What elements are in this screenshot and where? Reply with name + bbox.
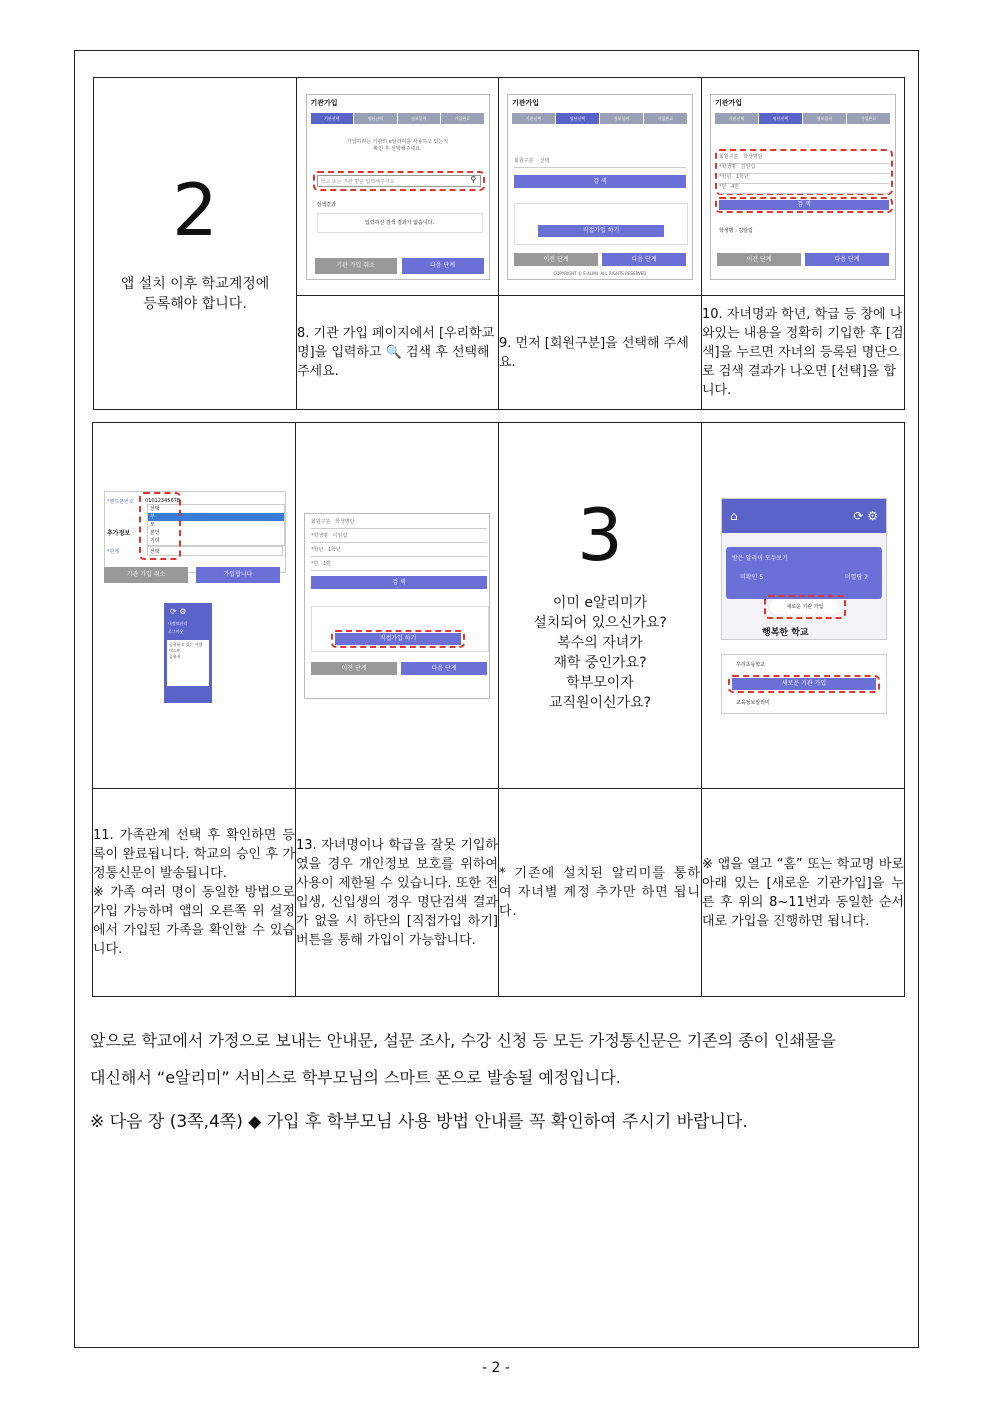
app-home (721, 498, 887, 640)
step-number-3: 3 (577, 492, 623, 577)
settings-icons[interactable]: ⟳ ⚙ (853, 508, 878, 523)
tab-select-list: 명단선택 (759, 113, 802, 124)
relation-label: *관계 (107, 548, 120, 555)
home-screen (721, 498, 885, 714)
footer-line1: 앞으로 학교에서 가정으로 보내는 안내문, 설문 조사, 수강 신청 등 모든 가정통신문은 기존의 종이 인쇄물을 (90, 1031, 836, 1050)
step-tabs (311, 113, 485, 124)
student-name-field[interactable]: *학생명 이알림 (311, 532, 487, 543)
family-list (167, 640, 209, 686)
member-type-field[interactable]: 회원구분 학생명단 (311, 518, 487, 529)
next-step-button[interactable]: 다음 단계 (401, 662, 487, 675)
prev-step-button[interactable]: 이전 단계 (514, 253, 598, 266)
screen-member-type (507, 94, 693, 280)
next-step-button[interactable]: 다음 단계 (602, 253, 686, 266)
relation-screen-cell (93, 423, 296, 789)
step-tabs (715, 113, 891, 124)
search-icon[interactable]: ⚲ (470, 174, 477, 184)
family-member-2: 공유자 (169, 653, 181, 659)
family-title: 공유하고 있는 사람 (169, 641, 203, 647)
step9-text: 9. 먼저 [회원구분]을 선택해 주세요. (499, 296, 702, 410)
copyright: COPYRIGHT © E-ALIMI. ALL RIGHTS RESERVED (553, 270, 647, 276)
option-other[interactable]: 기타 (150, 537, 160, 544)
unread-count: 5 (759, 573, 764, 581)
option-self[interactable]: 본인 (150, 529, 160, 536)
section1-table (93, 77, 905, 410)
screen1-cell (297, 78, 499, 296)
empty-result: 입력하신 검색 결과가 없습니다. (317, 213, 483, 233)
new-join-button[interactable]: 새로운 기관 가입 (770, 600, 840, 614)
tab-done: 가입완료 (644, 113, 687, 124)
my-info-label[interactable]: 내정보관리 (168, 620, 188, 626)
tab-select-institution: 기관선택 (311, 113, 354, 124)
screen2-cell (499, 78, 702, 296)
extra-info-label: 추가정보 (107, 529, 131, 537)
question-cell (499, 423, 702, 789)
screen-title: 기관가입 (310, 98, 338, 107)
result-box (514, 203, 688, 245)
logout-label[interactable]: 로그아웃 (168, 628, 184, 634)
cancel-join-button[interactable]: 기관 가입 취소 (315, 258, 397, 274)
tab-info: 정보입력 (803, 113, 846, 124)
search-button[interactable]: 검 색 (514, 175, 686, 188)
relation-select[interactable]: 선택 (147, 546, 283, 556)
read-count: 2 (864, 573, 868, 581)
edu-item[interactable]: 교육정보알리미 (736, 699, 770, 706)
school-list (721, 654, 887, 714)
school-item[interactable]: 우리초등학교 (736, 661, 765, 668)
page-number: - 2 - (482, 1360, 510, 1376)
screen-student-info (710, 94, 896, 280)
institution-search-input[interactable]: 학교 또는 기관 명을 입력해주세요 (317, 175, 481, 187)
home-screen-cell (702, 423, 905, 789)
notice-counts (726, 568, 882, 585)
step-tabs (512, 113, 688, 124)
read-label: 미열람 (844, 573, 863, 581)
phone-value: 01012345678 (145, 497, 180, 504)
direct-join-button[interactable]: 직접가입 하기 (335, 633, 461, 645)
direct-join-button[interactable]: 직접가입 하기 (538, 225, 664, 237)
tab-info: 정보입력 (600, 113, 643, 124)
next-step-button[interactable]: 다음 단계 (402, 258, 484, 274)
phone-label: *핸드폰번호 (107, 498, 134, 505)
guide-text: 가입하려는 기관의 e알리미를 사용하고 있는지 확인 후 선택해주세요. (346, 138, 449, 152)
tab-done: 가입완료 (847, 113, 890, 124)
new-join-button-2[interactable]: 새로운 기관 가입 (732, 678, 876, 690)
screen-direct-join (304, 513, 490, 699)
settings-panel (164, 603, 212, 703)
result-label: 검색결과 (316, 201, 336, 208)
screen-search-institution (306, 94, 490, 280)
tab-select-list: 명단선택 (354, 113, 397, 124)
tab-info: 정보입력 (398, 113, 441, 124)
grade-field[interactable]: *학년 1학년 (719, 173, 889, 184)
cancel-join-button[interactable]: 기관 가입 취소 (104, 567, 188, 583)
option-select[interactable]: 선택 (150, 505, 160, 512)
student-name-field[interactable]: *학생명 김알림 (719, 163, 889, 174)
home-header (722, 499, 886, 533)
note-new-join: ※ 앱을 열고 “홈” 또는 학교명 바로 아래 있는 [새로운 기관가입]을 누른 후 위의 8~11번과 동일한 순서대로 가입을 진행하면 됩니다. (702, 789, 905, 997)
relation-form (104, 491, 286, 573)
next-step-button[interactable]: 다음 단계 (805, 253, 889, 266)
option-father[interactable]: 부 (148, 513, 284, 521)
step-number-2: 2 (172, 167, 218, 252)
join-button[interactable]: 가입합니다 (196, 567, 280, 583)
family-member-1: 테스트 (169, 647, 181, 653)
tab-select-list: 명단선택 (556, 113, 599, 124)
screen-title: 기관가입 (715, 98, 743, 107)
step8-text: 8. 기관 가입 페이지에서 [우리학교명]을 입력하고 🔍 검색 후 선택해 주세요. (297, 296, 499, 410)
option-mother[interactable]: 모 (150, 521, 155, 528)
footer-notice: ※ 다음 장 (3쪽,4쪽) ◆ 가입 후 학부모님 사용 방법 안내를 꼭 확인하여 주시기 바랍니다. (90, 1112, 748, 1132)
screen3-cell (702, 78, 905, 296)
intro-cell (94, 78, 297, 410)
home-icon[interactable]: ⌂ (730, 508, 738, 523)
section2-table (92, 422, 905, 997)
member-type-select[interactable]: 회원구분 선택 (514, 157, 686, 168)
unread-label: 미확인 (740, 573, 758, 581)
class-field[interactable]: *반 4반 (719, 183, 889, 194)
tab-select-institution: 기관선택 (715, 113, 758, 124)
class-field[interactable]: *반 1반 (311, 560, 487, 571)
relation-screen (104, 491, 284, 721)
footer-line2: 대신해서 “e알리미” 서비스로 학부모님의 스마트 폰으로 발송될 예정입니다. (90, 1068, 621, 1087)
search-button[interactable]: 검 색 (719, 200, 889, 210)
note-existing-app: * 기존에 설치된 알리미를 통하여 자녀별 계정 추가만 하면 됩니다. (499, 789, 702, 997)
step11-text: 11. 가족관계 선택 후 확인하면 등록이 완료됩니다. 학교의 승인 후 가정통신문이 발송됩니다. ※ 가족 여러 명이 동일한 방법으로 가입 가능하며 앱의 오른쪽 위 설정에서 가입된 가족을 확인할 수 있습니다. (93, 789, 296, 997)
member-type-field[interactable]: 회원구분 학생명단 (719, 153, 889, 164)
grade-field[interactable]: *학년 1학년 (311, 546, 487, 557)
tab-done: 가입완료 (441, 113, 484, 124)
result-name[interactable]: 학생명 : 김알림 (719, 227, 753, 234)
notice-card[interactable] (726, 547, 882, 599)
step10-text: 10. 자녀명과 학년, 학급 등 창에 나와있는 내용을 정확히 기입한 후 [검색]을 누르면 자녀의 등록된 명단으로 검색 결과가 나오면 [선택]을 합니다. (702, 296, 905, 410)
step13-text: 13. 자녀명이나 학급을 잘못 기입하였을 경우 개인정보 보호를 위하여 사용이 제한될 수 있습니다. 또한 전입생, 신입생의 경우 명단검색 결과가 없을 시 하단의 [직접가입 하기] 버튼을 통해 가입이 가능합니다. (296, 789, 499, 997)
screen13-cell (296, 423, 499, 789)
prev-step-button[interactable]: 이전 단계 (311, 662, 397, 675)
tab-select-institution: 기관선택 (512, 113, 555, 124)
highlight-relation (139, 492, 181, 560)
search-button[interactable]: 검 색 (311, 576, 487, 589)
school-name: 행복한 학교 (762, 627, 809, 638)
all-notices-link[interactable]: 받은 알리미 모두보기 (732, 554, 788, 562)
question-text: 이미 e알리미가 설치되어 있으신가요? 복수의 자녀가 재학 중인가요? 학부모이자 교직원이신가요? (533, 594, 667, 711)
intro-text: 앱 설치 이후 학교계정에 등록해야 합니다. (120, 275, 270, 312)
settings-icons: ⟳ ⚙ (170, 606, 187, 616)
prev-step-button[interactable]: 이전 단계 (717, 253, 801, 266)
screen-title: 기관가입 (512, 98, 540, 107)
